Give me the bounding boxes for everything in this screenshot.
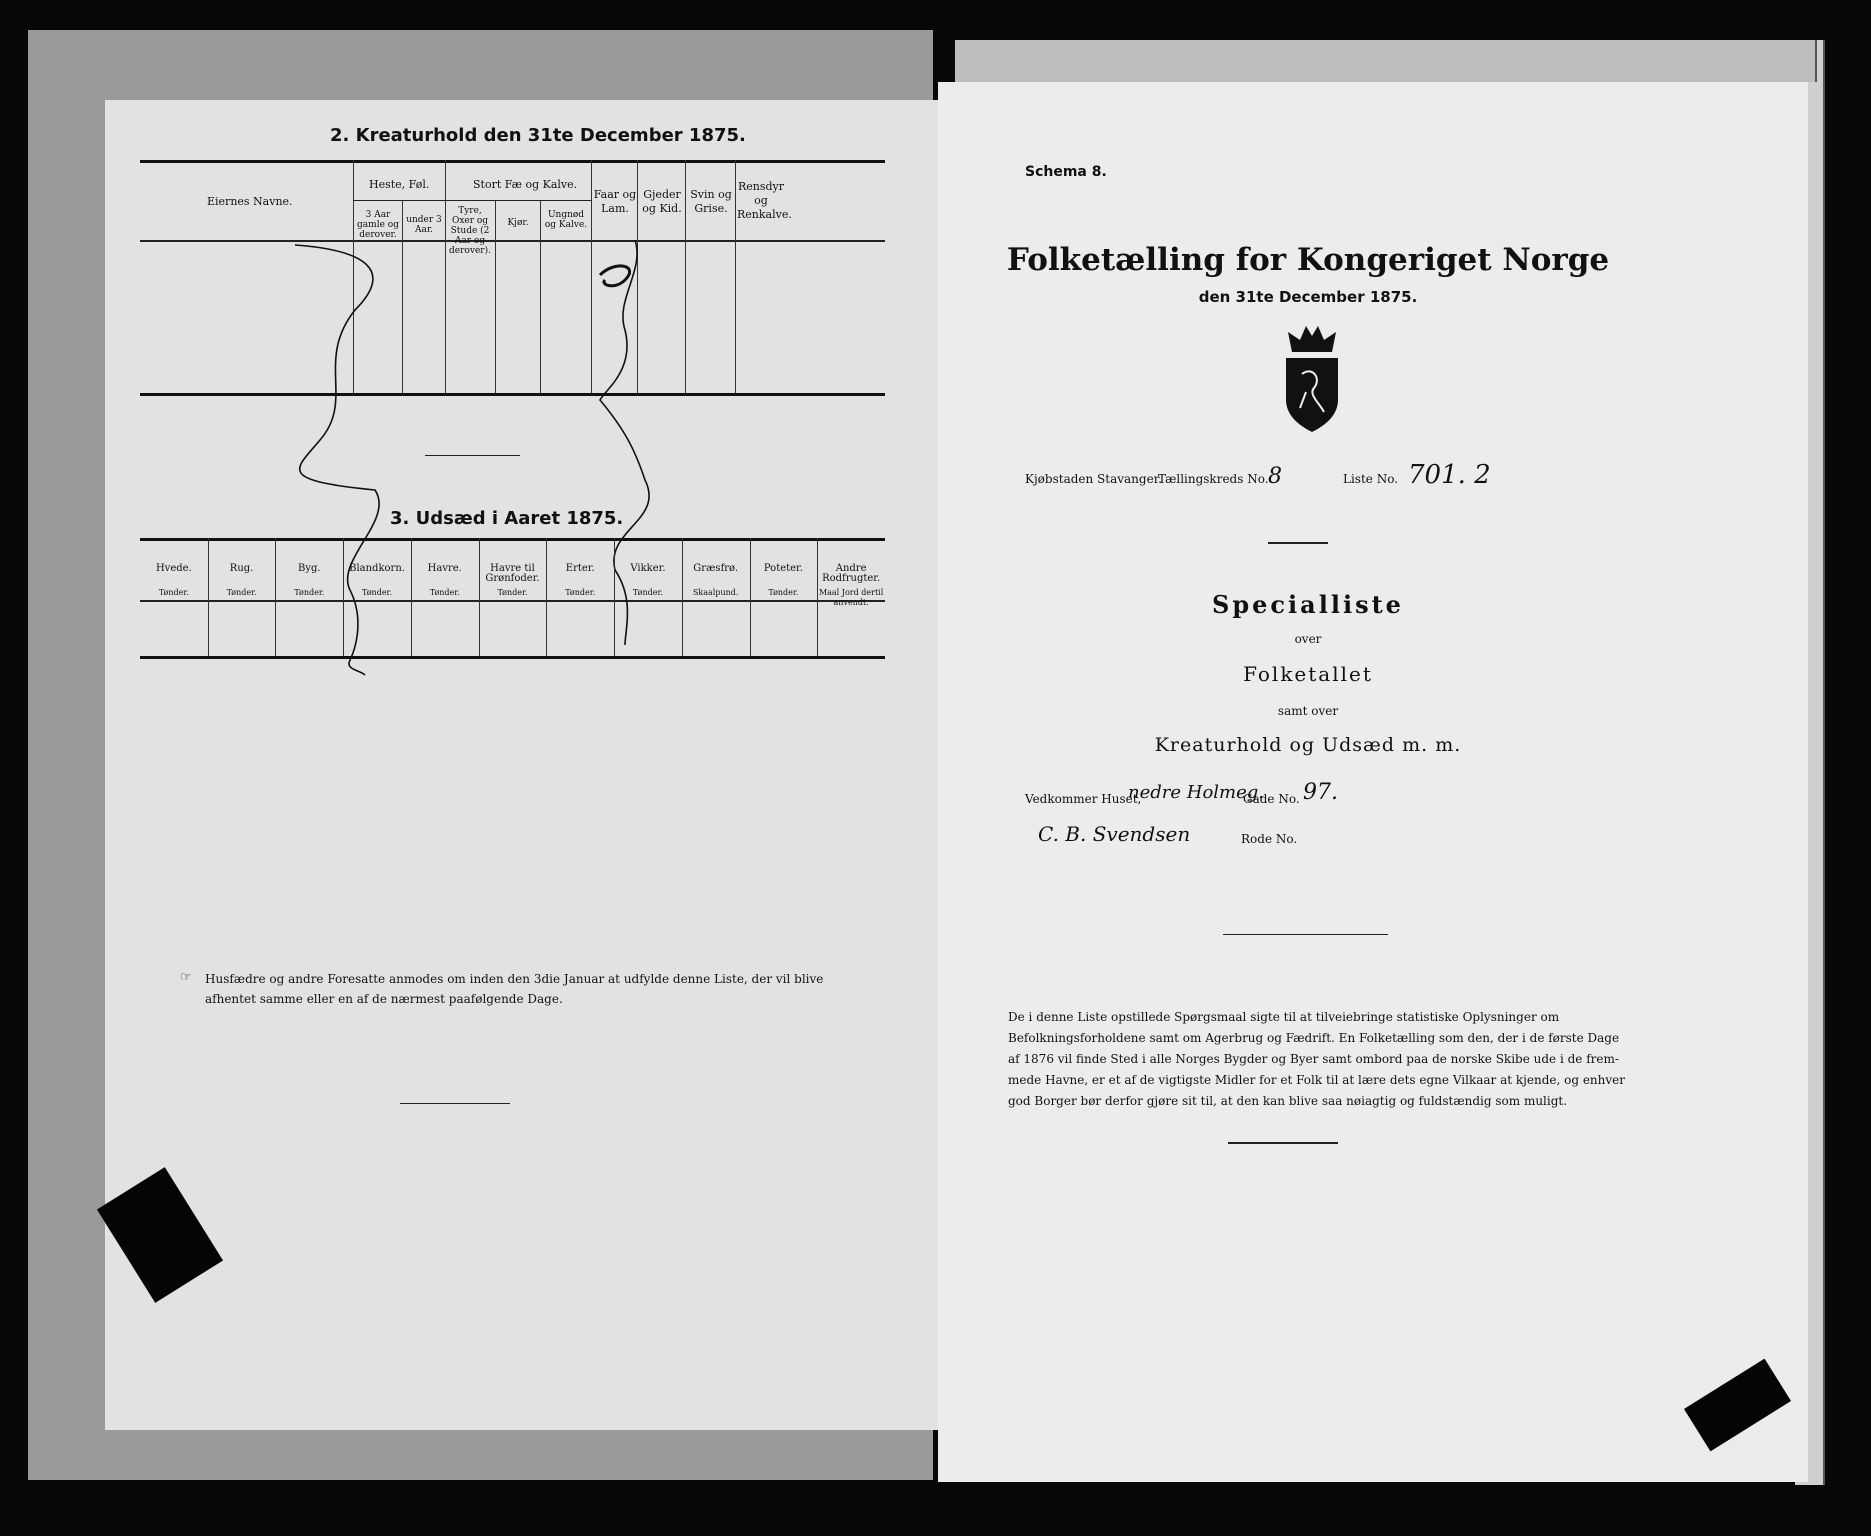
- kreds-label: Tællingskreds No.: [1158, 472, 1269, 486]
- footer-line: mede Havne, er et af de vigtigste Midler for et Folk til at lære dets egne Vilkaar at kjende, og enhver: [1008, 1073, 1626, 1087]
- notice-line2: afhentet samme eller en af de nærmest paafølgende Dage.: [205, 992, 563, 1006]
- footer-line: Befolkningsforholdene samt om Agerbrug og Fædrift. En Folketælling som den, der i de første Dage: [1008, 1031, 1620, 1045]
- crop-unit: Tønder.: [158, 588, 189, 597]
- crop-unit: Tønder.: [294, 588, 325, 597]
- footer-line: De i denne Liste opstillede Spørgsmaal sigte til at tilveiebringe statistiske Oplysninger om: [1008, 1010, 1560, 1024]
- cattle-sub3: Ungnød og Kalve.: [544, 210, 588, 230]
- vedkommer-label: Vedkommer Huset,: [1025, 792, 1142, 806]
- crop-unit: Tønder.: [497, 588, 528, 597]
- crop-name: Græsfrø.: [693, 563, 739, 574]
- crop-unit: Maal Jord dertil anvendt.: [818, 588, 884, 607]
- gade-label: Gade No.: [1243, 792, 1300, 806]
- crop-name: Poteter.: [763, 563, 803, 574]
- kreaturhold-text: Kreaturhold og Udsæd m. m.: [1154, 734, 1462, 756]
- reindeer-header: Rensdyr og Renkalve.: [737, 180, 792, 221]
- sheep-header: Faar og Lam.: [593, 188, 637, 215]
- horses-sub2: under 3 Aar.: [406, 215, 442, 235]
- kjobstad-label: Kjøbstaden Stavanger.: [1025, 472, 1162, 486]
- pointing-hand-icon: ☞: [180, 970, 192, 985]
- section2-title: 2. Kreaturhold den 31te December 1875.: [330, 125, 746, 146]
- crop-unit: Tønder.: [226, 588, 257, 597]
- crop-unit: Tønder.: [429, 588, 460, 597]
- cattle-sub2: Kjør.: [507, 218, 529, 228]
- samt-over-text: samt over: [1277, 704, 1339, 718]
- form-date: den 31te December 1875.: [1198, 288, 1418, 306]
- goats-header: Gjeder og Kid.: [642, 188, 682, 215]
- crop-name: Rug.: [229, 563, 254, 574]
- crop-name: Blandkorn.: [349, 563, 405, 574]
- right-page: [938, 82, 1808, 1482]
- rode-label: Rode No.: [1241, 832, 1298, 846]
- pigs-header: Svin og Grise.: [690, 188, 732, 215]
- crop-name: Byg.: [298, 563, 321, 574]
- cattle-sub1: Tyre, Oxer og Stude (2 Aar og derover).: [449, 206, 491, 256]
- street-handwritten: nedre Holmeg.: [1128, 782, 1265, 803]
- footer-text: [1008, 1007, 1728, 1112]
- crop-name: Havre.: [427, 563, 462, 574]
- left-page: [105, 100, 945, 1430]
- crop-name: Havre til Grønfoder.: [485, 563, 540, 584]
- footer-line: af 1876 vil finde Sted i alle Norges Bygder og Byer samt ombord paa de norske Skibe ude i de frem-: [1008, 1052, 1619, 1066]
- liste-value: 701. 2: [1408, 460, 1491, 490]
- title-rule: [1268, 542, 1328, 544]
- signature-rule: [1223, 934, 1388, 935]
- crop-unit: Skaalpund.: [692, 588, 739, 597]
- footer-line: god Borger bør derfor gjøre sit til, at den kan blive saa nøiagtig og fuldstændig som muligt.: [1008, 1094, 1568, 1108]
- schema-label: Schema 8.: [1025, 164, 1107, 180]
- notice-line1: Husfædre og andre Foresatte anmodes om inden den 3die Januar at udfylde denne Liste, der vil blive: [205, 972, 824, 986]
- form-title: Folketælling for Kongeriget Norge: [1006, 242, 1610, 278]
- page-stack-top: [955, 40, 1817, 82]
- gade-value: 97.: [1303, 780, 1338, 805]
- crop-name: Andre Rodfrugter.: [822, 563, 881, 584]
- rode-handwritten: C. B. Svendsen: [1038, 822, 1191, 846]
- crop-unit: Tønder.: [362, 588, 393, 597]
- crop-name: Hvede.: [155, 563, 192, 574]
- crop-unit: Tønder.: [565, 588, 596, 597]
- over-text: over: [1294, 632, 1322, 646]
- liste-label: Liste No.: [1343, 472, 1399, 486]
- crop-unit: Tønder.: [768, 588, 799, 597]
- cancellation-squiggles: [105, 100, 945, 1430]
- bottom-rule: [1228, 1142, 1338, 1144]
- kreds-value: 8: [1268, 464, 1282, 489]
- section3-title: 3. Udsæd i Aaret 1875.: [390, 508, 624, 529]
- owner-header: Eiernes Navne.: [207, 195, 293, 208]
- horses-sub1: 3 Aar gamle og derover.: [357, 210, 399, 240]
- crop-unit: Tønder.: [632, 588, 663, 597]
- cattle-header: Stort Fæ og Kalve.: [473, 178, 578, 191]
- horses-header: Heste, Føl.: [369, 178, 430, 191]
- coat-of-arms-icon: [1280, 322, 1344, 434]
- crop-name: Vikker.: [630, 563, 666, 574]
- crop-name: Erter.: [565, 563, 595, 574]
- folketallet-text: Folketallet: [1243, 662, 1373, 686]
- specialliste-heading: Specialliste: [1212, 590, 1404, 619]
